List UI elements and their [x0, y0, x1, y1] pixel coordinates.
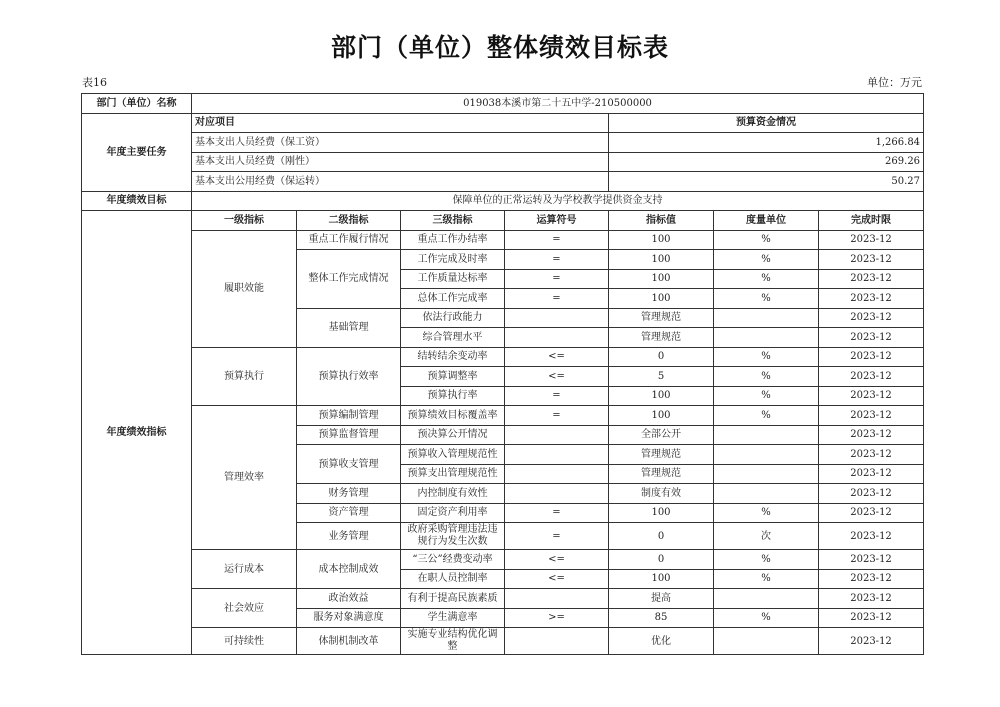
task-header-row — [82, 113, 924, 133]
level3-indicator: 预算绩效目标覆盖率 — [401, 406, 505, 426]
deadline-cell: 2023-12 — [819, 250, 924, 270]
operator-cell — [505, 445, 609, 465]
level3-indicator: 在职人员控制率 — [401, 569, 505, 589]
level2-indicator: 业务管理 — [297, 523, 401, 550]
value-cell: 100 — [609, 406, 714, 426]
level3-indicator: 固定资产利用率 — [401, 503, 505, 523]
level2-indicator: 资产管理 — [297, 503, 401, 523]
level3-indicator: 实施专业结构优化调整 — [401, 628, 505, 655]
level2-indicator: 预算监督管理 — [297, 425, 401, 445]
deadline-cell: 2023-12 — [819, 569, 924, 589]
goal-row — [82, 191, 924, 211]
table-number: 表16 — [82, 76, 107, 89]
level3-indicator: 内控制度有效性 — [401, 484, 505, 504]
value-cell: 100 — [609, 250, 714, 270]
deadline-cell: 2023-12 — [819, 445, 924, 465]
deadline-cell: 2023-12 — [819, 425, 924, 445]
indicator-row — [82, 589, 924, 609]
level2-indicator: 基础管理 — [297, 308, 401, 347]
operator-cell: = — [505, 503, 609, 523]
level3-indicator: 结转结余变动率 — [401, 347, 505, 367]
level2-indicator: 政治效益 — [297, 589, 401, 609]
level2-indicator: 重点工作履行情况 — [297, 230, 401, 250]
level3-indicator: 政府采购管理违法违规行为发生次数 — [401, 523, 505, 550]
operator-cell: >= — [505, 608, 609, 628]
indicator-row — [82, 347, 924, 367]
deadline-cell: 2023-12 — [819, 269, 924, 289]
task-amount: 269.26 — [609, 152, 924, 172]
operator-cell: <= — [505, 569, 609, 589]
deadline-cell: 2023-12 — [819, 550, 924, 570]
deadline-cell: 2023-12 — [819, 628, 924, 655]
deadline-cell: 2023-12 — [819, 367, 924, 387]
value-cell: 0 — [609, 523, 714, 550]
value-cell: 全部公开 — [609, 425, 714, 445]
value-cell: 提高 — [609, 589, 714, 609]
task-row — [82, 152, 924, 172]
operator-cell: <= — [505, 347, 609, 367]
operator-cell — [505, 308, 609, 328]
value-cell: 优化 — [609, 628, 714, 655]
level1-indicator: 运行成本 — [192, 550, 297, 589]
level3-indicator: 总体工作完成率 — [401, 289, 505, 309]
value-cell: 制度有效 — [609, 484, 714, 504]
deadline-cell: 2023-12 — [819, 308, 924, 328]
operator-cell: = — [505, 230, 609, 250]
goal-label: 年度绩效目标 — [82, 191, 192, 211]
level3-indicator: 预算收入管理规范性 — [401, 445, 505, 465]
level3-indicator: 依法行政能力 — [401, 308, 505, 328]
operator-cell: = — [505, 523, 609, 550]
unit-cell: % — [714, 289, 819, 309]
performance-table — [81, 93, 924, 655]
task-amount: 50.27 — [609, 172, 924, 192]
level3-indicator: 工作完成及时率 — [401, 250, 505, 270]
unit-cell — [714, 484, 819, 504]
header-unit: 度量单位 — [714, 211, 819, 231]
unit-cell — [714, 328, 819, 348]
task-budget-header: 预算资金情况 — [609, 113, 924, 133]
value-cell: 0 — [609, 550, 714, 570]
value-cell: 100 — [609, 230, 714, 250]
operator-cell: = — [505, 250, 609, 270]
unit-cell: % — [714, 250, 819, 270]
unit-cell — [714, 589, 819, 609]
unit-cell: % — [714, 230, 819, 250]
level1-indicator: 管理效率 — [192, 406, 297, 550]
operator-cell — [505, 328, 609, 348]
dept-label: 部门（单位）名称 — [82, 94, 192, 114]
level2-indicator: 预算执行效率 — [297, 347, 401, 406]
operator-cell: = — [505, 269, 609, 289]
operator-cell: = — [505, 289, 609, 309]
unit-cell — [714, 425, 819, 445]
header-operator: 运算符号 — [505, 211, 609, 231]
indicator-row — [82, 628, 924, 655]
deadline-cell: 2023-12 — [819, 523, 924, 550]
deadline-cell: 2023-12 — [819, 328, 924, 348]
value-cell: 5 — [609, 367, 714, 387]
deadline-cell: 2023-12 — [819, 484, 924, 504]
value-cell: 管理规范 — [609, 308, 714, 328]
header-level2: 二级指标 — [297, 211, 401, 231]
level3-indicator: 学生满意率 — [401, 608, 505, 628]
operator-cell — [505, 589, 609, 609]
value-cell: 0 — [609, 347, 714, 367]
dept-value: 019038本溪市第二十五中学-210500000 — [192, 94, 924, 114]
level3-indicator: 综合管理水平 — [401, 328, 505, 348]
indicator-header-row — [82, 211, 924, 231]
value-cell: 100 — [609, 269, 714, 289]
task-row — [82, 172, 924, 192]
header-level1: 一级指标 — [192, 211, 297, 231]
deadline-cell: 2023-12 — [819, 347, 924, 367]
deadline-cell: 2023-12 — [819, 386, 924, 406]
level3-indicator: 预算调整率 — [401, 367, 505, 387]
indicator-row — [82, 550, 924, 570]
task-item: 基本支出公用经费（保运转） — [192, 172, 609, 192]
deadline-cell: 2023-12 — [819, 464, 924, 484]
level2-indicator: 整体工作完成情况 — [297, 250, 401, 309]
operator-cell — [505, 464, 609, 484]
header-level3: 三级指标 — [401, 211, 505, 231]
level2-indicator: 财务管理 — [297, 484, 401, 504]
value-cell: 85 — [609, 608, 714, 628]
unit-cell — [714, 464, 819, 484]
level1-indicator: 履职效能 — [192, 230, 297, 347]
task-item: 基本支出人员经费（保工资） — [192, 133, 609, 153]
value-cell: 100 — [609, 503, 714, 523]
unit-cell: % — [714, 406, 819, 426]
level1-indicator: 预算执行 — [192, 347, 297, 406]
level3-indicator: “三公”经费变动率 — [401, 550, 505, 570]
operator-cell: = — [505, 406, 609, 426]
operator-cell — [505, 484, 609, 504]
level3-indicator: 预算执行率 — [401, 386, 505, 406]
unit-cell: % — [714, 608, 819, 628]
level3-indicator: 工作质量达标率 — [401, 269, 505, 289]
level3-indicator: 预决算公开情况 — [401, 425, 505, 445]
indicator-row — [82, 230, 924, 250]
header-value: 指标值 — [609, 211, 714, 231]
deadline-cell: 2023-12 — [819, 289, 924, 309]
level1-indicator: 社会效应 — [192, 589, 297, 628]
indicators-label: 年度绩效指标 — [82, 211, 192, 655]
level2-indicator: 服务对象满意度 — [297, 608, 401, 628]
unit-cell — [714, 308, 819, 328]
unit-cell: % — [714, 386, 819, 406]
value-cell: 管理规范 — [609, 445, 714, 465]
operator-cell — [505, 628, 609, 655]
deadline-cell: 2023-12 — [819, 503, 924, 523]
task-item-header: 对应项目 — [192, 113, 609, 133]
unit-cell: % — [714, 569, 819, 589]
level3-indicator: 有利于提高民族素质 — [401, 589, 505, 609]
task-row — [82, 133, 924, 153]
level3-indicator: 重点工作办结率 — [401, 230, 505, 250]
value-cell: 100 — [609, 386, 714, 406]
operator-cell: <= — [505, 367, 609, 387]
level2-indicator: 体制机制改革 — [297, 628, 401, 655]
dept-row — [82, 94, 924, 114]
unit-cell: 次 — [714, 523, 819, 550]
level2-indicator: 预算编制管理 — [297, 406, 401, 426]
unit-cell — [714, 628, 819, 655]
unit-cell: % — [714, 550, 819, 570]
unit-cell: % — [714, 503, 819, 523]
deadline-cell: 2023-12 — [819, 589, 924, 609]
tasks-label: 年度主要任务 — [82, 113, 192, 191]
value-cell: 100 — [609, 289, 714, 309]
level3-indicator: 预算支出管理规范性 — [401, 464, 505, 484]
goal-value: 保障单位的正常运转及为学校教学提供资金支持 — [192, 191, 924, 211]
deadline-cell: 2023-12 — [819, 406, 924, 426]
deadline-cell: 2023-12 — [819, 230, 924, 250]
operator-cell — [505, 425, 609, 445]
level2-indicator: 预算收支管理 — [297, 445, 401, 484]
unit-label: 单位：万元 — [867, 76, 922, 89]
task-amount: 1,266.84 — [609, 133, 924, 153]
unit-cell: % — [714, 269, 819, 289]
operator-cell: <= — [505, 550, 609, 570]
value-cell: 100 — [609, 569, 714, 589]
level1-indicator: 可持续性 — [192, 628, 297, 655]
deadline-cell: 2023-12 — [819, 608, 924, 628]
indicator-row — [82, 406, 924, 426]
unit-cell: % — [714, 367, 819, 387]
operator-cell: = — [505, 386, 609, 406]
task-item: 基本支出人员经费（刚性） — [192, 152, 609, 172]
value-cell: 管理规范 — [609, 464, 714, 484]
level2-indicator: 成本控制成效 — [297, 550, 401, 589]
page-title: 部门（单位）整体绩效目标表 — [330, 33, 669, 62]
value-cell: 管理规范 — [609, 328, 714, 348]
header-deadline: 完成时限 — [819, 211, 924, 231]
unit-cell — [714, 445, 819, 465]
unit-cell: % — [714, 347, 819, 367]
